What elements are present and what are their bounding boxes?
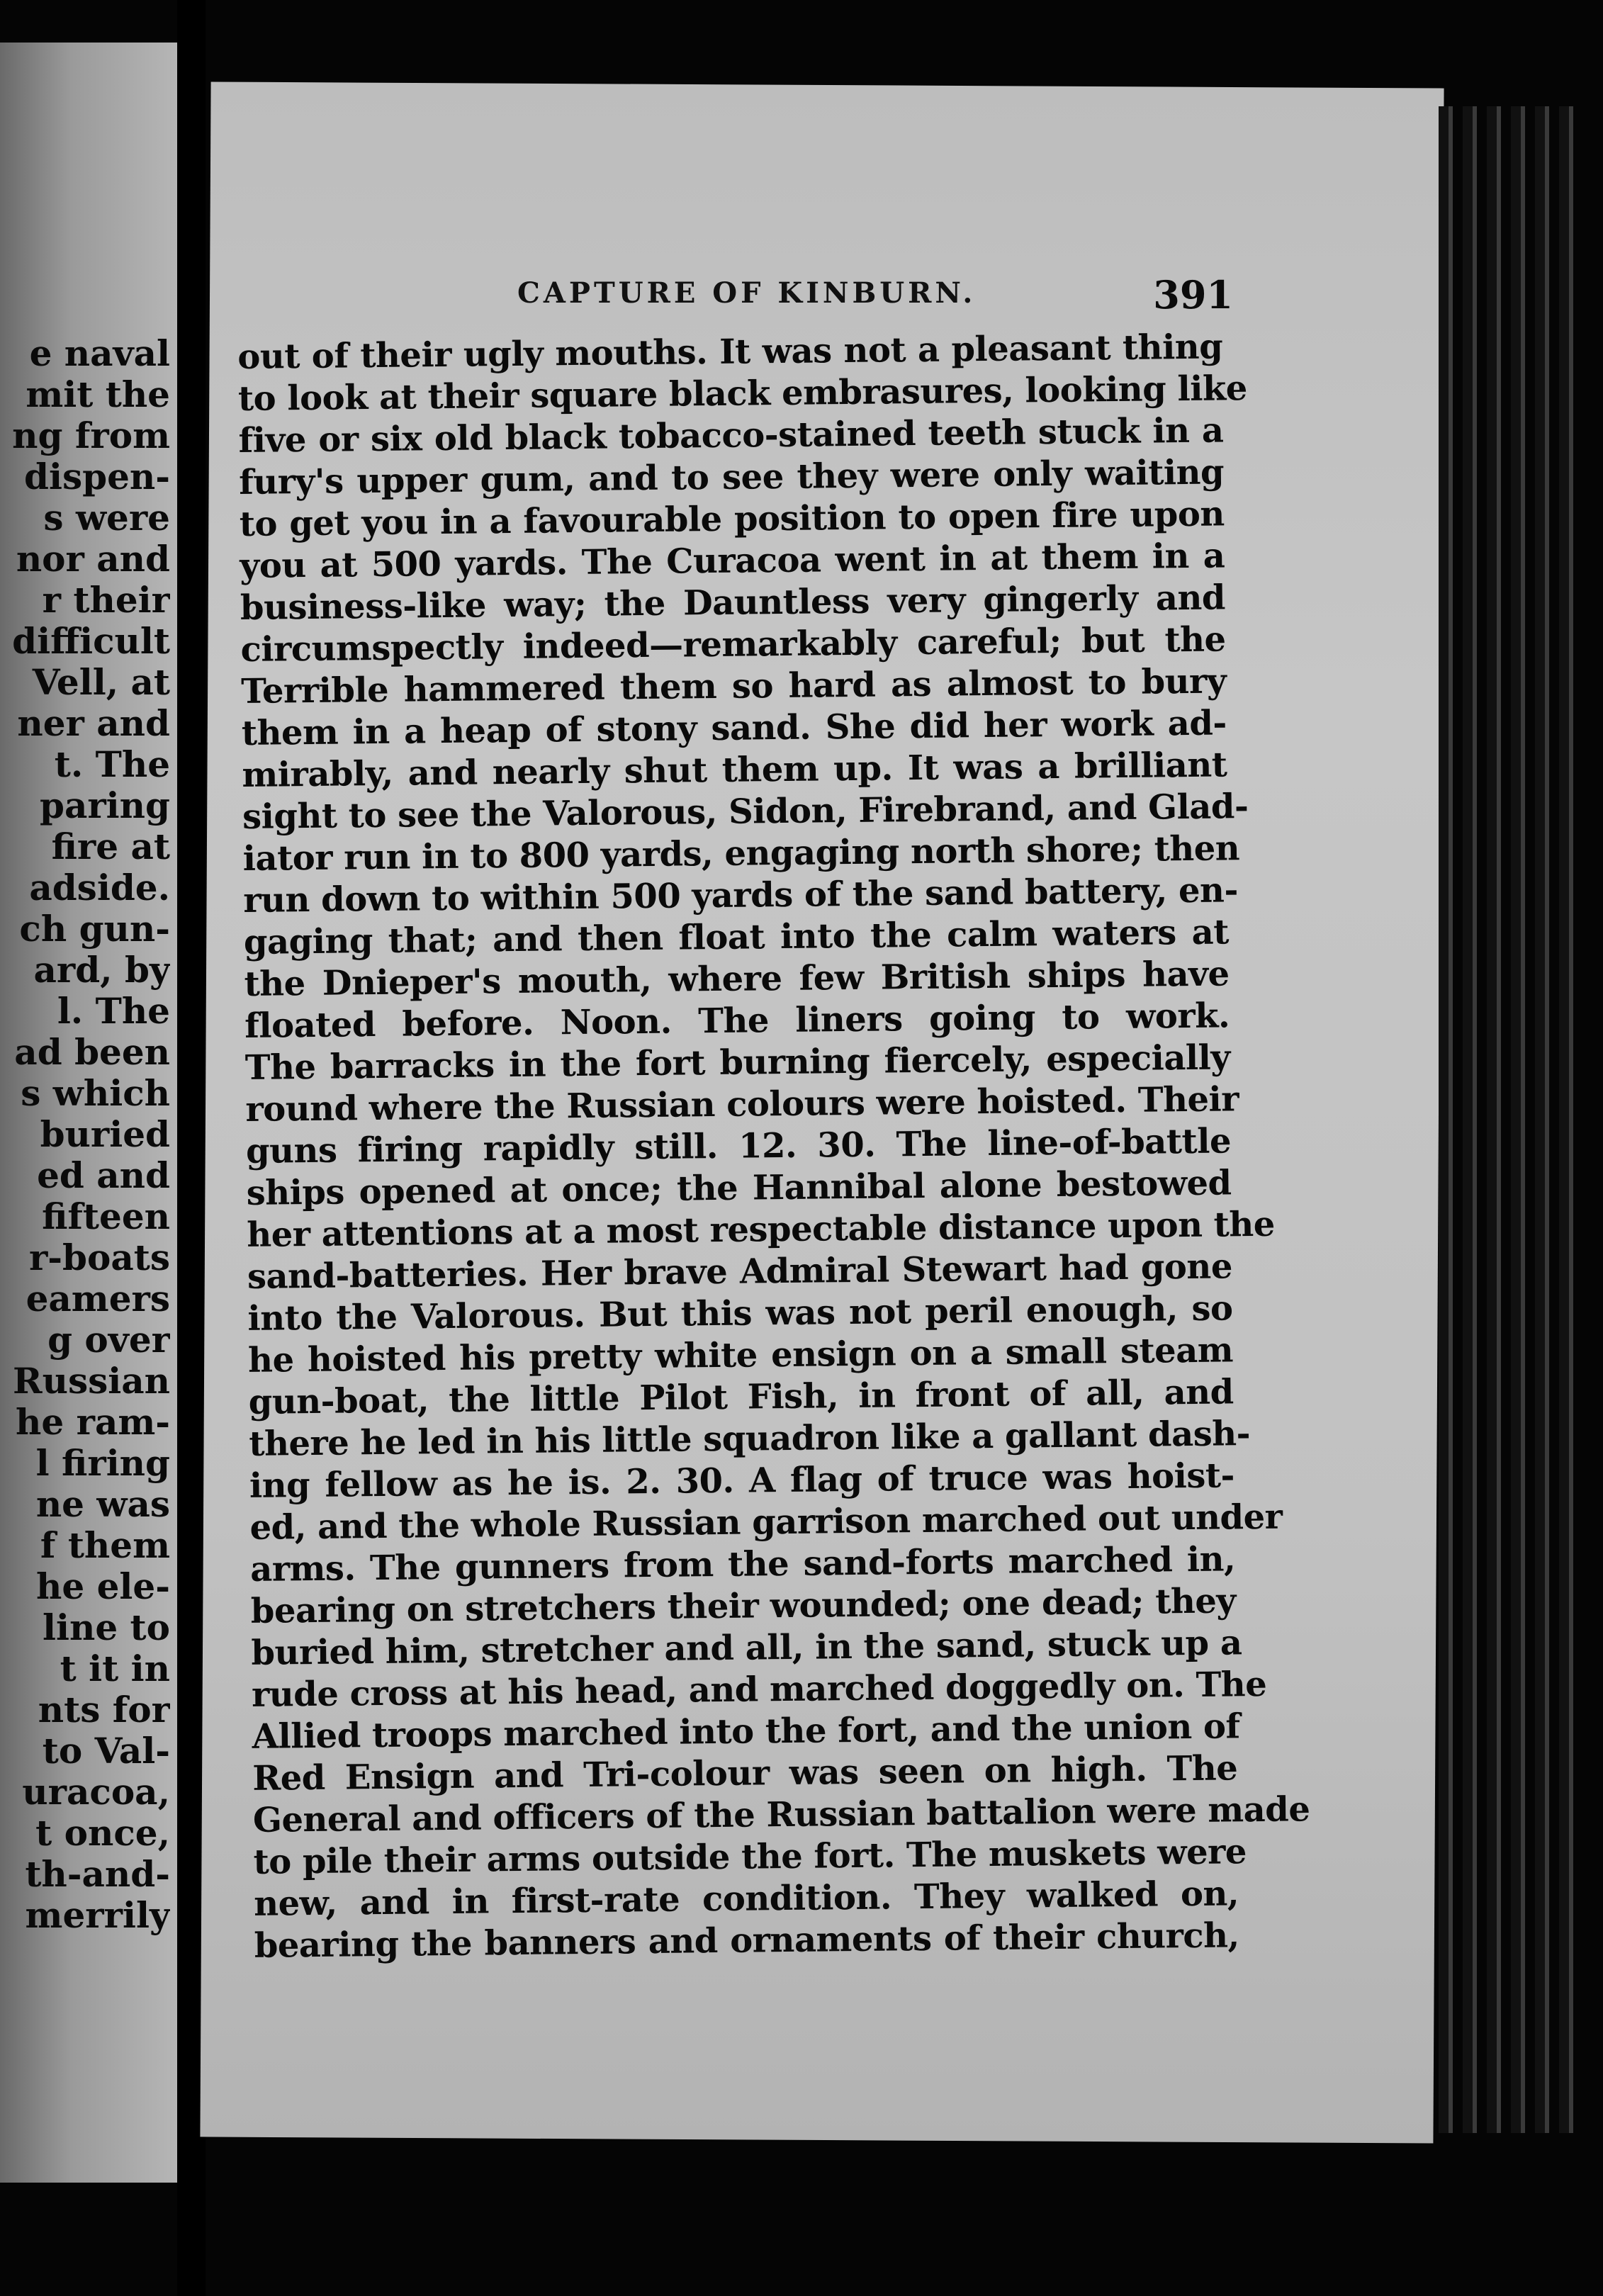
text-line: run down to within 500 yards of the sand battery, en- (243, 870, 1239, 921)
left-page-fragment: f them (40, 1524, 170, 1566)
left-page-fragment: t. The (54, 743, 170, 785)
text-line: mirably, and nearly shut them up. It was a brilliant (242, 745, 1227, 795)
running-head-title: CAPTURE OF KINBURN. (517, 276, 977, 310)
left-page-fragment: buried (40, 1113, 170, 1155)
running-head (312, 272, 1233, 319)
text-line: he hoisted his pretty white ensign on a small steam (247, 1330, 1234, 1380)
text-line: General and officers of the Russian battalion were made (252, 1789, 1310, 1840)
body-text (237, 326, 1310, 1966)
left-page-fragment: dispen- (24, 456, 170, 497)
left-page-fragment: g over (47, 1319, 170, 1361)
text-line: to pile their arms outside the fort. The muskets were (253, 1832, 1247, 1882)
text-line: business-like way; the Dauntless very gingerly and (240, 578, 1226, 628)
left-page-fragment: ad been (14, 1031, 170, 1073)
text-line: ships opened at once; the Hannibal alone bestowed (246, 1163, 1232, 1213)
left-page-edge (0, 43, 177, 2183)
left-page-fragment: ed and (37, 1154, 170, 1196)
left-page-fragment: e naval (29, 333, 170, 374)
left-page-fragment: adside. (29, 867, 170, 908)
left-page-fragment: difficult (12, 620, 170, 662)
text-line: arms. The gunners from the sand-forts marched in, (249, 1539, 1236, 1589)
text-line: her attentions at a most respectable distance upon the (246, 1204, 1276, 1255)
left-page-fragment: r their (42, 579, 170, 621)
left-page-fragment: uracoa, (22, 1771, 170, 1813)
text-line: five or six old black tobacco-stained teeth stuck in a (238, 410, 1224, 461)
left-page-text-fragments (0, 333, 170, 1936)
text-line: circumspectly indeed—remarkably careful; but the (240, 619, 1226, 670)
text-line: out of their ugly mouths. It was not a pleasant thing (237, 327, 1223, 377)
left-page-fragment: nor and (16, 538, 170, 580)
left-page-fragment: eamers (26, 1278, 170, 1319)
text-line: to get you in a favourable position to open fire upon (239, 494, 1225, 544)
text-line: into the Valorous. But this was not peril enough, so (247, 1288, 1233, 1339)
left-page-fragment: ch gun- (19, 908, 170, 950)
page-edges (1439, 106, 1580, 2133)
text-line: Terrible hammered them so hard as almost to bury (240, 661, 1227, 711)
text-line: sand-batteries. Her brave Admiral Stewart had gone (247, 1247, 1233, 1297)
text-line: buried him, stretcher and all, in the sand, stuck up a (251, 1623, 1242, 1673)
text-line: guns firing rapidly still. 12. 30. The line-of-battle (245, 1121, 1232, 1171)
text-line: round where the Russian colours were hoisted. Their (245, 1079, 1239, 1130)
text-line: them in a heap of stony sand. She did her work ad- (241, 703, 1227, 753)
left-page-fragment: Russian (13, 1360, 170, 1402)
page-number: 391 (1153, 272, 1233, 317)
left-page-fragment: s which (21, 1072, 170, 1114)
left-page-fragment: s were (43, 497, 170, 539)
left-page-fragment: he ram- (16, 1401, 170, 1443)
text-line: you at 500 yards. The Curacoa went in at them in a (240, 536, 1225, 586)
text-line: gaging that; and then float into the calm waters at (243, 912, 1230, 962)
left-page-fragment: fire at (51, 826, 170, 867)
text-line: the Dnieper's mouth, where few British ships have (244, 954, 1230, 1004)
left-page-fragment: t once, (35, 1812, 170, 1854)
text-line: iator run in to 800 yards, engaging north shore; then (242, 828, 1240, 879)
left-page-fragment: ng from (12, 415, 170, 456)
left-page-fragment: t it in (60, 1648, 170, 1689)
left-page-fragment: nts for (38, 1689, 170, 1731)
left-page-fragment: r-boats (28, 1237, 170, 1278)
left-page-fragment: line to (42, 1606, 170, 1648)
left-page-fragment: merrily (25, 1894, 170, 1936)
left-page-fragment: to Val- (42, 1730, 170, 1772)
text-line: ed, and the whole Russian garrison marched out under (249, 1497, 1283, 1548)
text-line: Allied troops marched into the fort, and the union of (252, 1706, 1240, 1757)
text-line: floated before. Noon. The liners going to work. (244, 996, 1230, 1046)
text-line: sight to see the Valorous, Sidon, Firebrand, and Glad- (242, 787, 1249, 837)
left-page-fragment: th-and- (25, 1853, 170, 1895)
text-line: gun-boat, the little Pilot Fish, in front of all, and (248, 1372, 1234, 1422)
left-page-fragment: ard, by (33, 949, 170, 991)
left-page-fragment: l. The (57, 990, 170, 1032)
left-page-fragment: he ele- (36, 1565, 170, 1607)
text-line: bearing on stretchers their wounded; one dead; they (250, 1581, 1237, 1631)
left-page-fragment: fifteen (42, 1195, 170, 1237)
left-page-fragment: Vell, at (32, 661, 170, 703)
text-line: bearing the banners and ornaments of their church, (254, 1915, 1239, 1966)
left-page-fragment: l firing (35, 1442, 170, 1484)
text-line: to look at their square black embrasures, looking like (237, 368, 1247, 419)
left-page-fragment: mit the (26, 373, 170, 415)
text-line: rude cross at his head, and marched doggedly on. The (251, 1664, 1267, 1715)
text-line: The barracks in the fort burning fiercely, especially (244, 1037, 1231, 1088)
left-page-fragment: paring (39, 784, 170, 826)
text-line: new, and in first-rate condition. They walked on, (253, 1874, 1239, 1924)
text-line: there he led in his little squadron like a gallant dash- (249, 1414, 1251, 1464)
text-line: ing fellow as he is. 2. 30. A flag of truce was hoist- (249, 1456, 1235, 1506)
text-line: fury's upper gum, and to see they were only waiting (238, 452, 1225, 502)
left-page-fragment: ner and (17, 702, 170, 744)
text-line: Red Ensign and Tri-colour was seen on high. The (252, 1748, 1238, 1799)
left-page-fragment: ne was (35, 1483, 170, 1525)
